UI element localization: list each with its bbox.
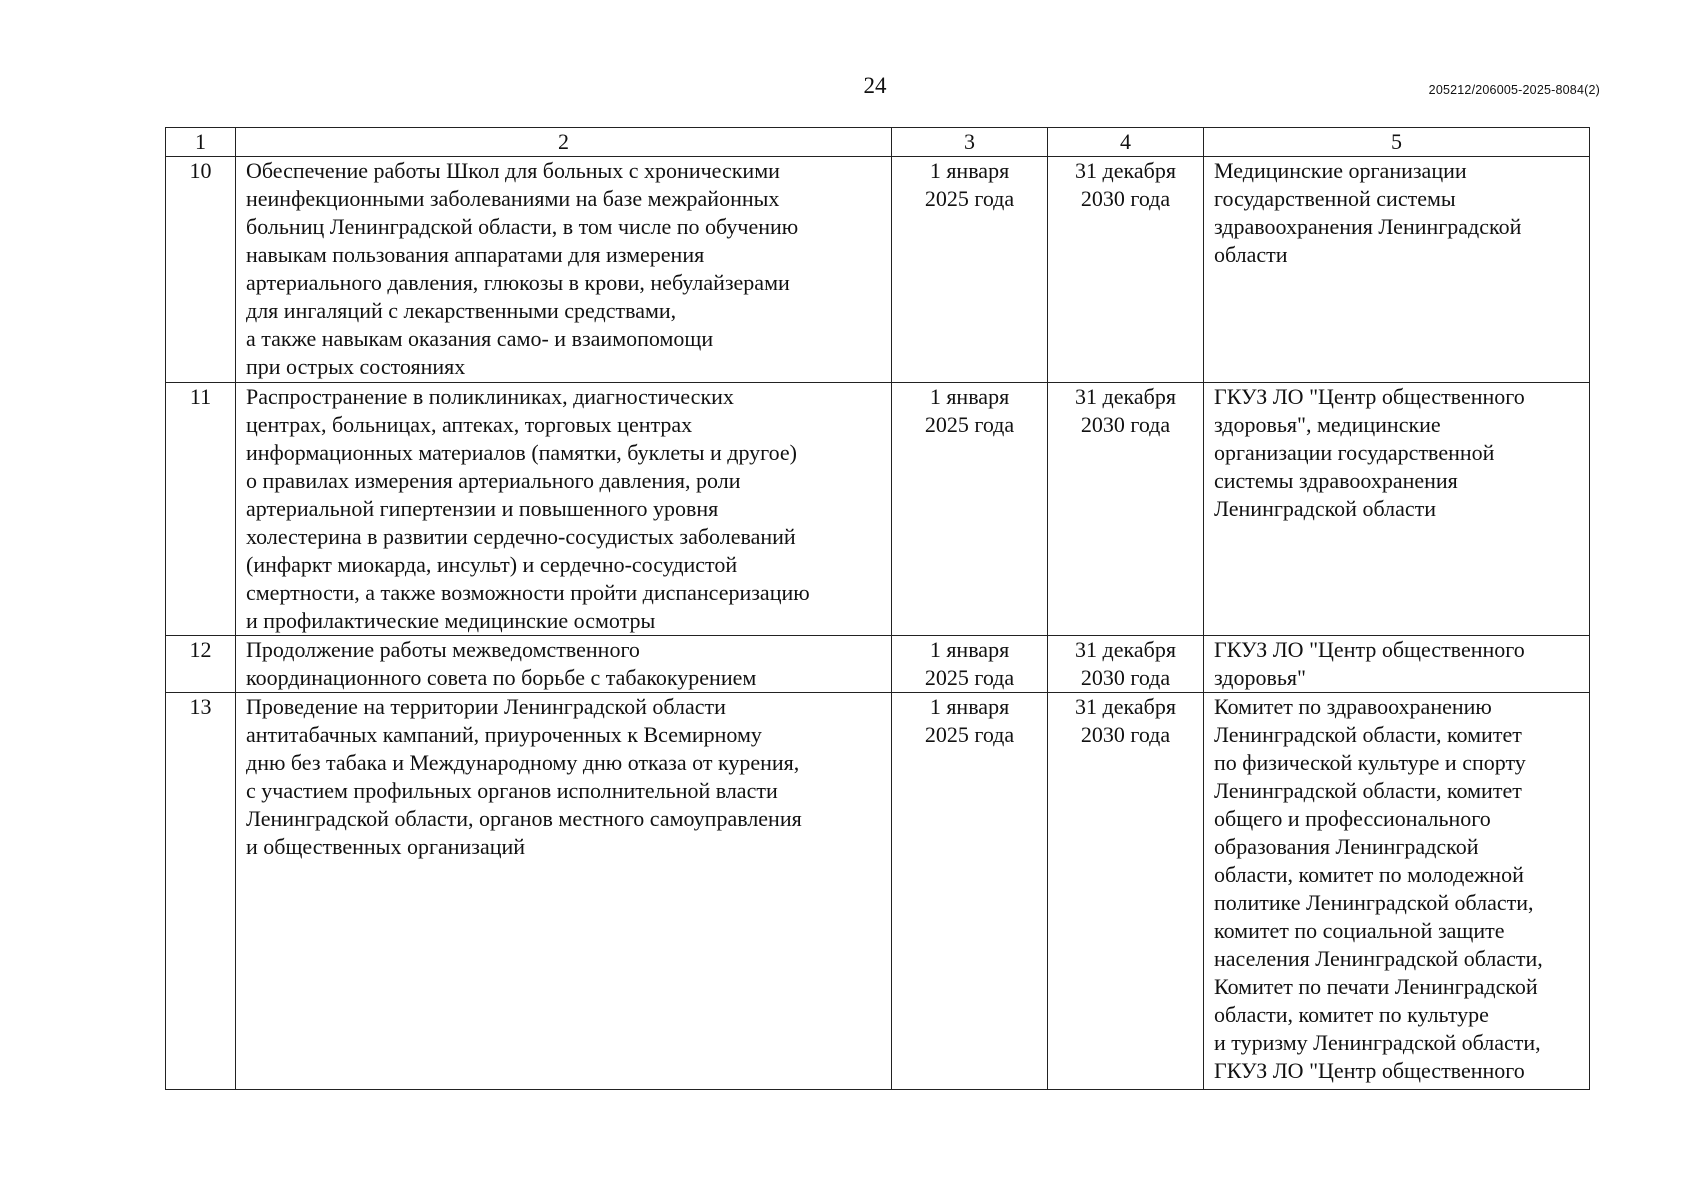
date-line: 2030 года xyxy=(1080,665,1171,690)
table-header-row xyxy=(166,128,1590,157)
column-header: 4 xyxy=(1048,128,1204,157)
description-line: Продолжение работы межведомственного xyxy=(246,637,640,662)
description-line: а также навыкам оказания само- и взаимопомощи xyxy=(246,326,714,351)
description-line: навыкам пользования аппаратами для измерения xyxy=(246,242,705,267)
end-date-cell xyxy=(1048,157,1204,383)
responsible-line: образования Ленинградской xyxy=(1214,834,1479,859)
description-line: артериальной гипертензии и повышенного уровня xyxy=(246,496,719,521)
start-date-cell xyxy=(892,157,1048,383)
responsible-line: системы здравоохранения xyxy=(1214,468,1458,493)
end-date-cell xyxy=(1048,383,1204,636)
date-line: 1 января xyxy=(929,384,1010,409)
description-line: для ингаляций с лекарственными средствами, xyxy=(246,298,677,323)
responsible-cell xyxy=(1204,383,1590,636)
row-number-cell: 11 xyxy=(166,383,236,636)
responsible-line: комитет по социальной защите xyxy=(1214,918,1505,943)
responsible-cell xyxy=(1204,157,1590,383)
date-line: 2025 года xyxy=(924,186,1015,211)
responsible-line: политике Ленинградской области, xyxy=(1214,890,1534,915)
responsible-line: Ленинградской области xyxy=(1214,496,1436,521)
responsible-line: здоровья", медицинские xyxy=(1214,412,1441,437)
description-cell xyxy=(236,636,892,693)
responsible-line: ГКУЗ ЛО "Центр общественного xyxy=(1214,1058,1525,1083)
responsible-line: Ленинградской области, комитет xyxy=(1214,722,1522,747)
description-line: с участием профильных органов исполнительной власти xyxy=(246,778,778,803)
description-line: Распространение в поликлиниках, диагностических xyxy=(246,384,734,409)
row-number-cell: 12 xyxy=(166,636,236,693)
table-row xyxy=(166,157,1590,383)
description-line: холестерина в развитии сердечно-сосудистых заболеваний xyxy=(246,524,796,549)
date-line: 31 декабря xyxy=(1075,637,1176,662)
column-header: 5 xyxy=(1204,128,1590,157)
description-line: (инфаркт миокарда, инсульт) и сердечно-сосудистой xyxy=(246,552,738,577)
description-line: дню без табака и Международному дню отказа от курения, xyxy=(246,750,800,775)
column-header: 2 xyxy=(236,128,892,157)
description-line: центрах, больницах, аптеках, торговых центрах xyxy=(246,412,693,437)
description-line: координационного совета по борьбе с табакокурением xyxy=(246,665,757,690)
start-date-cell xyxy=(892,636,1048,693)
date-line: 2025 года xyxy=(924,722,1015,747)
row-number-cell: 10 xyxy=(166,157,236,383)
date-line: 2030 года xyxy=(1080,722,1171,747)
document-code: 205212/206005-2025-8084(2) xyxy=(1428,83,1600,97)
responsible-line: Комитет по здравоохранению xyxy=(1214,694,1492,719)
responsible-line: Комитет по печати Ленинградской xyxy=(1214,974,1538,999)
page-number: 24 xyxy=(863,73,887,98)
description-cell xyxy=(236,157,892,383)
description-line: смертности, а также возможности пройти диспансеризацию xyxy=(246,580,810,605)
responsible-line: здравоохранения Ленинградской xyxy=(1214,214,1522,239)
date-line: 1 января xyxy=(929,694,1010,719)
date-line: 2025 года xyxy=(924,665,1015,690)
responsible-line: ГКУЗ ЛО "Центр общественного xyxy=(1214,637,1525,662)
description-line: информационных материалов (памятки, буклеты и другое) xyxy=(246,440,797,465)
date-line: 2030 года xyxy=(1080,412,1171,437)
responsible-line: организации государственной xyxy=(1214,440,1495,465)
description-line: больниц Ленинградской области, в том числе по обучению xyxy=(246,214,799,239)
responsible-line: населения Ленинградской области, xyxy=(1214,946,1543,971)
responsible-line: области, комитет по молодежной xyxy=(1214,862,1524,887)
description-line: и общественных организаций xyxy=(246,834,526,859)
description-line: антитабачных кампаний, приуроченных к Всемирному xyxy=(246,722,762,747)
responsible-line: Медицинские организации xyxy=(1214,158,1467,183)
date-line: 2030 года xyxy=(1080,186,1171,211)
description-line: при острых состояниях xyxy=(246,354,466,379)
column-header: 1 xyxy=(166,128,236,157)
date-line: 1 января xyxy=(929,637,1010,662)
start-date-cell xyxy=(892,383,1048,636)
responsible-line: и туризму Ленинградской области, xyxy=(1214,1030,1541,1055)
date-line: 31 декабря xyxy=(1075,158,1176,183)
description-line: Обеспечение работы Школ для больных с хроническими xyxy=(246,158,780,183)
description-line: неинфекционными заболеваниями на базе межрайонных xyxy=(246,186,780,211)
table-row xyxy=(166,693,1590,1090)
table-row xyxy=(166,636,1590,693)
responsible-line: области, комитет по культуре xyxy=(1214,1002,1489,1027)
responsible-cell xyxy=(1204,693,1590,1090)
responsible-line: Ленинградской области, комитет xyxy=(1214,778,1522,803)
date-line: 31 декабря xyxy=(1075,694,1176,719)
row-number-cell: 13 xyxy=(166,693,236,1090)
responsible-cell xyxy=(1204,636,1590,693)
measures-table xyxy=(165,127,1590,1090)
description-cell xyxy=(236,383,892,636)
responsible-line: области xyxy=(1214,242,1288,267)
responsible-line: по физической культуре и спорту xyxy=(1214,750,1526,775)
description-line: и профилактические медицинские осмотры xyxy=(246,608,656,633)
description-line: Ленинградской области, органов местного самоуправления xyxy=(246,806,802,831)
table-row xyxy=(166,383,1590,636)
end-date-cell xyxy=(1048,636,1204,693)
date-line: 2025 года xyxy=(924,412,1015,437)
responsible-line: здоровья" xyxy=(1214,665,1307,690)
responsible-line: государственной системы xyxy=(1214,186,1456,211)
responsible-line: общего и профессионального xyxy=(1214,806,1491,831)
description-line: о правилах измерения артериального давления, роли xyxy=(246,468,741,493)
responsible-line: ГКУЗ ЛО "Центр общественного xyxy=(1214,384,1525,409)
start-date-cell xyxy=(892,693,1048,1090)
description-line: Проведение на территории Ленинградской области xyxy=(246,694,726,719)
column-header: 3 xyxy=(892,128,1048,157)
date-line: 31 декабря xyxy=(1075,384,1176,409)
description-line: артериального давления, глюкозы в крови, небулайзерами xyxy=(246,270,790,295)
date-line: 1 января xyxy=(929,158,1010,183)
description-cell xyxy=(236,693,892,1090)
end-date-cell xyxy=(1048,693,1204,1090)
